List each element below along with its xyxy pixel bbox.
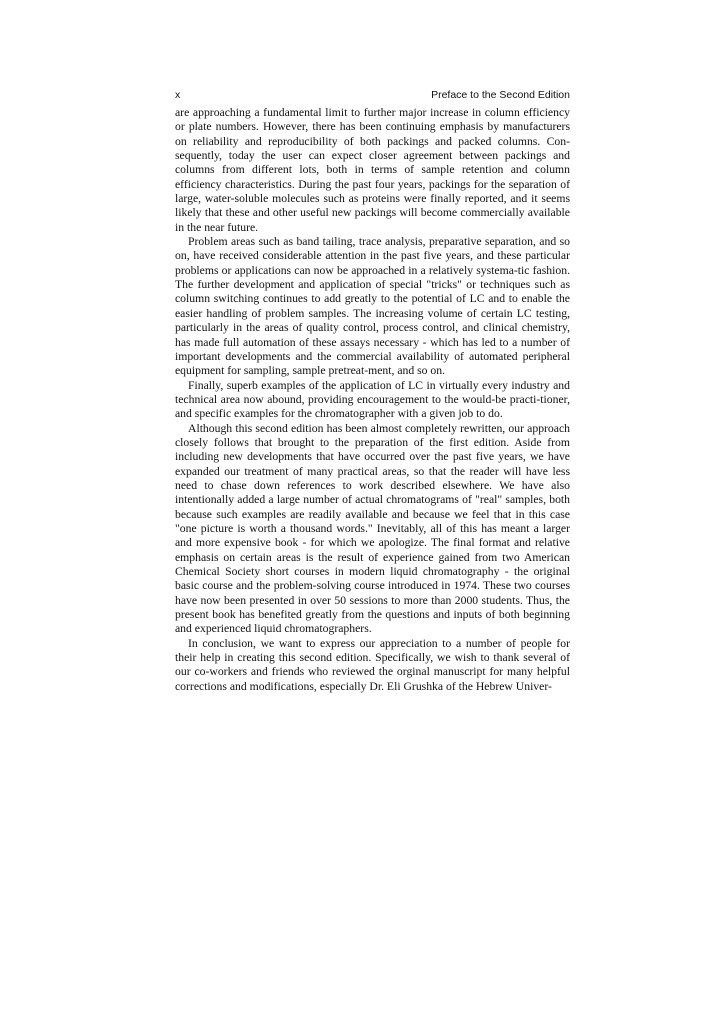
paragraph-superb-examples: Finally, superb examples of the application of LC in virtually every industry and technical area now abound, providing encouragement to the would-be practi-tioner, and specific examples for the chromatographer with a given job to do.: [175, 378, 570, 421]
paragraph-second-edition-approach: Although this second edition has been almost completely rewritten, our approach closely follows that brought to the preparation of the first edition. Aside from including new developments that have occurred over the past five years, we have expanded our treatment of many practical areas, so that the reader will have less need to chase down references to work described elsewhere. We have also intentionally added a large number of actual chromatograms of "real" samples, both because such examples are readily available and because we feel that in this case "one picture is worth a thousand words." Inevitably, all of this has meant a larger and more expensive book - for which we apologize. The final format and relative emphasis on certain areas is the result of experience gained from two American Chemical Society short courses in modern liquid chromatography - the original basic course and the problem-solving course introduced in 1974. These two courses have now been presented in over 50 sessions to more than 2000 students. Thus, the present book has benefited greatly from the questions and inputs of both beginning and experienced liquid chromatographers.: [175, 421, 570, 636]
paragraph-acknowledgements: In conclusion, we want to express our appreciation to a number of people for their help in creating this second edition. Specifically, we wish to thank several of our co-workers and friends who reviewed the orginal manuscript for many helpful corrections and modifications, especially Dr. Eli Grushka of the Hebrew Univer-: [175, 636, 570, 693]
running-title: Preface to the Second Edition: [431, 89, 570, 101]
paragraph-problem-areas: Problem areas such as band tailing, trace analysis, preparative separation, and so on, have received considerable attention in the past five years, and these particular problems or applications can now be approached in a relatively systema-tic fashion. The further development and application of special "tricks" or techniques such as column switching continues to add greatly to the potential of LC and to enable the easier handling of problem samples. The increasing volume of certain LC testing, particularly in the areas of quality control, process control, and clinical chemistry, has made full automation of these assays necessary - which has led to a number of important developments and the commercial availability of automated peripheral equipment for sampling, sample pretreat-ment, and so on.: [175, 235, 570, 378]
running-head: [175, 87, 570, 103]
book-page: [175, 87, 570, 694]
body-text: [175, 106, 570, 694]
paragraph-continued: are approaching a fundamental limit to further major increase in column efficiency or plate numbers. However, there has been continuing emphasis by manufacturers on reliability and reproducibility of both packings and packed columns. Con-sequently, today the user can expect closer agreement between packings and columns from different lots, both in terms of sample retention and column efficiency characteristics. During the past four years, packings for the separation of large, water-soluble molecules such as proteins were finally reported, and it seems likely that these and other useful new packings will become commercially available in the near future.: [175, 106, 570, 234]
page-number: x: [175, 89, 181, 101]
